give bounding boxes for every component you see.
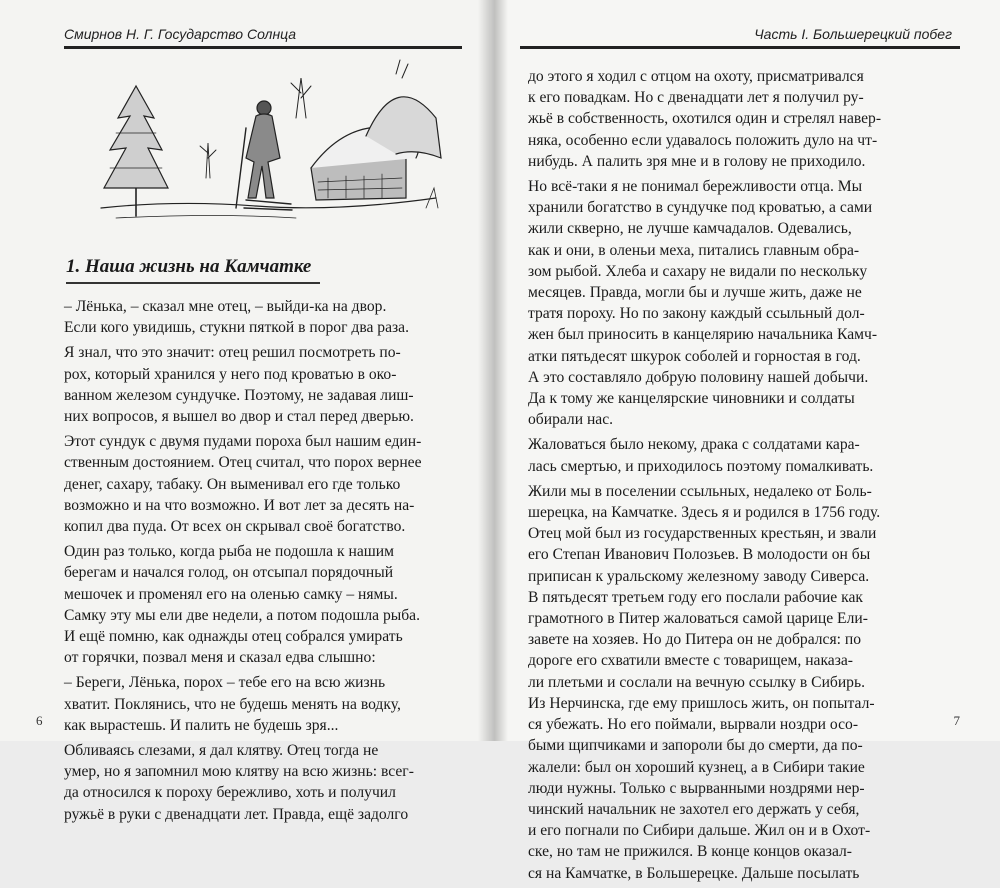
- chapter-title-underline: [66, 282, 320, 284]
- paragraph: Жаловаться было некому, драка с солдатами кара- лась смертью, и приходилось поэтому помалкивать.: [528, 436, 874, 475]
- chapter-title: 1. Наша жизнь на Камчатке: [66, 256, 312, 277]
- header-rule-right: [520, 46, 960, 49]
- paragraph: Обливаясь слезами, я дал клятву. Отец тогда не умер, но я запомнил мою клятву на всю жизнь: всег- да относился к пороху бережливо, хоть и получил ружьё в руки с двенадцати лет. Правда, ещё задолго: [64, 742, 414, 823]
- paragraph: – Береги, Лёнька, порох – тебе его на всю жизнь хватит. Поклянись, что не будешь менять на водку, как вырастешь. И палить не будешь зря...: [64, 674, 401, 734]
- paragraph: до этого я ходил с отцом на охоту, присматривался к его повадкам. Но с двенадцати лет я получил ру- жьё в собственность, охотился один и стрелял навер- няка, особенно если удавалось положить дуло на чт- нибудь. А палить зря мне и в голову не приходило.: [528, 68, 882, 170]
- header-rule-left: [64, 46, 462, 49]
- right-page: [490, 0, 1000, 882]
- right-page-body: [528, 66, 970, 888]
- paragraph: Я знал, что это значит: отец решил посмотреть по- рох, который хранился у него под кроватью в око- ванном железом сундучке. Поэтому, не задавая лиш- них вопросов, я вышел во двор и стал перед дверью.: [64, 344, 414, 426]
- paragraph: Но всё-таки я не понимал бережливости отца. Мы хранили богатство в сундучке под кроватью, а сами жили скверно, не лучше камчадалов. Одевались, как и они, в оленьи меха, питались главным обра- зом рыбой. Хлеба и сахару не видали по нескольку месяцев. Правда, могли бы и лучше жить, даже не тратя пороху. Но по закону каждый ссыльный дол- жен был приносить в канцелярию начальника Камч- атки пятьдесят шкурок соболей и горностая в год. А это составляло добрую половину нашей добычи. Да к тому же канцелярские чиновники и солдаты обирали нас.: [528, 178, 878, 429]
- running-head-left: Смирнов Н. Г. Государство Солнца: [64, 26, 297, 42]
- paragraph: Этот сундук с двумя пудами пороха был нашим един- ственным достоянием. Отец считал, что порох вернее денег, сахару, табаку. Он выменивал его где только возможно и на что возможно. И вот лет за десять на- копил два пуда. От всех он скрывал своё богатство.: [64, 433, 422, 536]
- winter-illustration: [96, 58, 446, 228]
- page-number-right: 7: [953, 713, 960, 728]
- running-head-right: Часть I. Большерецкий побег: [754, 26, 952, 42]
- paragraph: Один раз только, когда рыба не подошла к нашим берегам и начался голод, он отсыпал порядочный мешочек и променял его на оленью самку – нямы. Самку эту мы ели две недели, а потом подошла рыба. И ещё помню, как однажды отец собрался умирать от горячки, позвал меня и сказал едва слышно:: [64, 543, 420, 667]
- paragraph: – Лёнька, – сказал мне отец, – выйди-ка на двор. Если кого увидишь, стукни пяткой в порог два раза.: [64, 298, 410, 337]
- left-page: [0, 0, 490, 823]
- page-number-left: 6: [36, 713, 43, 728]
- left-page-body: [64, 296, 462, 829]
- paragraph: Жили мы в поселении ссыльных, недалеко от Боль- шерецка, на Камчатке. Здесь я и родился в 1756 году. Отец мой был из государственных крестьян, и звали его Степан Иванович Полозьев. В молодости он бы приписан к уральскому железному заводу Сиверса. В пятьдесят третьем году его послали рабочие как грамотного в Питер жаловаться самой царице Ели- завете на хозяев. Но до Питера он не добрался: по дороге его схватили вместе с товарищем, наказа- ли плетьми и сослали на вечную ссылку в Сибирь. Из Нерчинска, где ему пришлось жить, он попытал- ся убежать. Но его поймали, вырвали ноздри осо- быми щипчиками и запороли бы до смерти, да по- жалели: был он хороший кузнец, а в Сибири такие люди нужны. Только с вырванными ноздрями нер- чинский начальник не захотел его держать у себя, и его погнали по Сибири дальше. Жил он и в Охот- ске, но там не прижился. В конце концов оказал- ся на Камчатке, в Большерецке. Дальше посылать: [528, 482, 881, 882]
